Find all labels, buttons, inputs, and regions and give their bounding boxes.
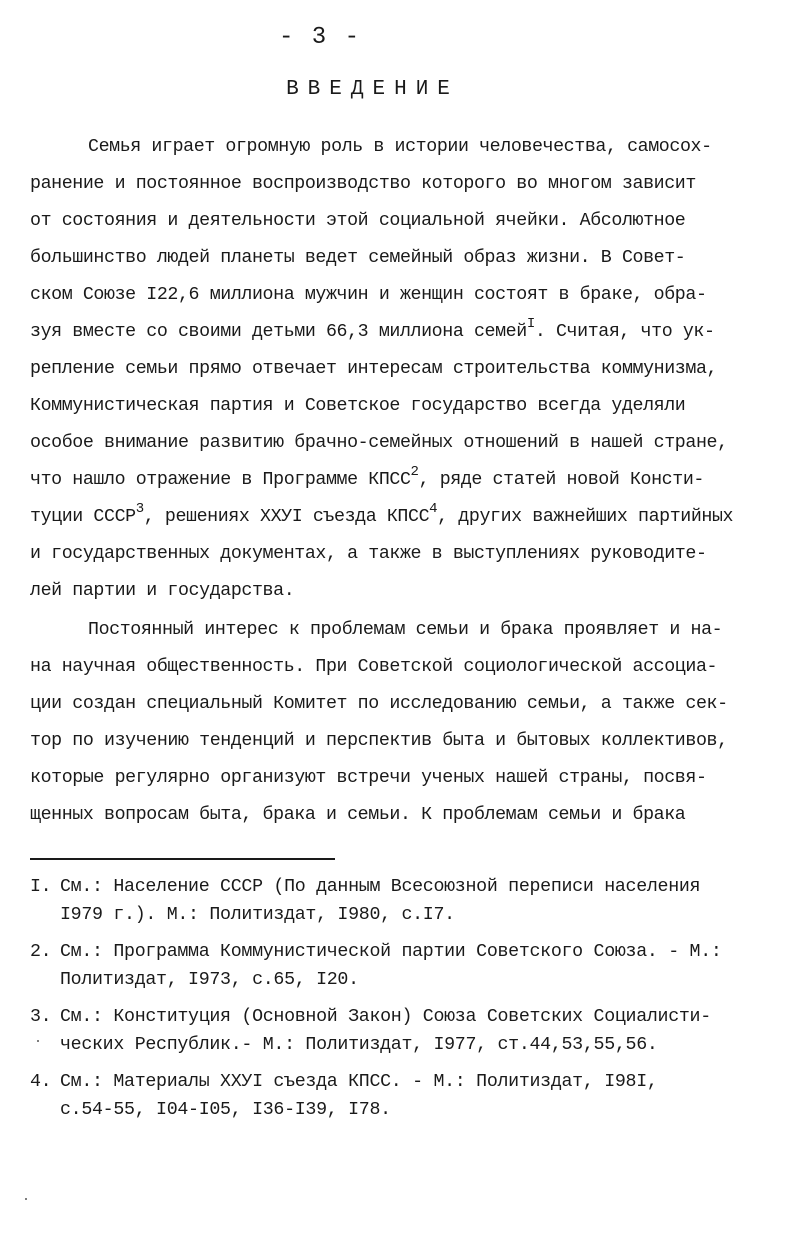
footnote-number: I.: [30, 877, 52, 897]
text-line: Семья играет огромную роль в истории человечества, самосох-: [88, 137, 712, 157]
footnote-text-cont: ческих Республик.- М.: Политиздат, I977, ст.44,53,55,56.: [60, 1035, 658, 1055]
footnote-number: 3.: [30, 1007, 52, 1027]
footnote-text: См.: Материалы XXУI съезда КПСС. - М.: Политиздат, I98I,: [60, 1072, 658, 1092]
text-fragment: , ряде статей новой Консти-: [418, 470, 704, 490]
page-title: ВВЕДЕНИЕ: [286, 78, 459, 101]
text-line: [30, 499, 775, 536]
text-line: ции создан специальный Комитет по исследованию семьи, а также сек-: [30, 694, 728, 714]
footnote-2: [30, 938, 775, 994]
footnote-text: См.: Программа Коммунистической партии Советского Союза. - М.:: [60, 942, 722, 962]
footnote-3: [30, 1003, 775, 1059]
footnote-text: См.: Население СССР (По данным Всесоюзной переписи населения: [60, 877, 701, 897]
text-line: ском Союзе I22,6 миллиона мужчин и женщин состоят в браке, обра-: [30, 285, 707, 305]
footnote-number: 4.: [30, 1072, 52, 1092]
footnote-text-cont: с.54-55, I04-I05, I36-I39, I78.: [60, 1100, 391, 1120]
text-line: ранение и постоянное воспроизводство которого во многом зависит: [30, 174, 696, 194]
text-line: лей партии и государства.: [30, 581, 295, 601]
footnote-4: [30, 1068, 775, 1124]
footnote-ref-3: 3: [135, 501, 144, 517]
paragraph-2: [30, 612, 775, 834]
text-line: Коммунистическая партия и Советское государство всегда уделяли: [30, 396, 686, 416]
footnote-number: 2.: [30, 942, 52, 962]
footnotes: [30, 873, 775, 1133]
text-line: тор по изучению тенденций и перспектив быта и бытовых коллективов,: [30, 731, 728, 751]
text-line: [30, 314, 775, 351]
text-fragment: зуя вместе со своими детьми 66,3 миллиона семей: [30, 322, 527, 342]
footnote-ref-1: I: [526, 316, 535, 332]
footnote-ref-2: 2: [410, 464, 419, 480]
text-fragment: , решениях XXУI съезда КПСС: [143, 507, 430, 527]
text-line: и государственных документах, а также в выступлениях руководите-: [30, 544, 707, 564]
text-fragment: что нашло отражение в Программе КПСС: [30, 470, 411, 490]
text-line: особое внимание развитию брачно-семейных отношений в нашей стране,: [30, 433, 728, 453]
footnote-text: См.: Конституция (Основной Закон) Союза Советских Социалисти-: [60, 1007, 711, 1027]
text-line: которые регулярно организуют встречи ученых нашей страны, посвя-: [30, 768, 707, 788]
text-fragment: , других важнейших партийных: [437, 507, 734, 527]
text-fragment: туции СССР: [30, 507, 136, 527]
text-line: щенных вопросам быта, брака и семьи. К проблемам семьи и брака: [30, 805, 686, 825]
text-line: Постоянный интерес к проблемам семьи и брака проявляет и на-: [88, 620, 723, 640]
text-line: репление семьи прямо отвечает интересам строительства коммунизма,: [30, 359, 718, 379]
footnote-text-cont: Политиздат, I973, с.65, I20.: [60, 970, 359, 990]
footnote-ref-4: 4: [429, 501, 438, 517]
text-line: на научная общественность. При Советской социологической ассоциа-: [30, 657, 718, 677]
scan-speck: [37, 1040, 39, 1042]
footnote-1: [30, 873, 775, 929]
page-number: - 3 -: [278, 24, 361, 51]
text-fragment: . Считая, что ук-: [534, 322, 715, 342]
footnote-text-cont: I979 г.). М.: Политиздат, I980, с.I7.: [60, 905, 455, 925]
text-line: [30, 462, 775, 499]
scan-speck: [25, 1198, 27, 1200]
paragraph-1: [30, 129, 775, 610]
text-line: большинство людей планеты ведет семейный образ жизни. В Совет-: [30, 248, 686, 268]
footnote-divider: [30, 858, 335, 860]
text-line: от состояния и деятельности этой социальной ячейки. Абсолютное: [30, 211, 686, 231]
